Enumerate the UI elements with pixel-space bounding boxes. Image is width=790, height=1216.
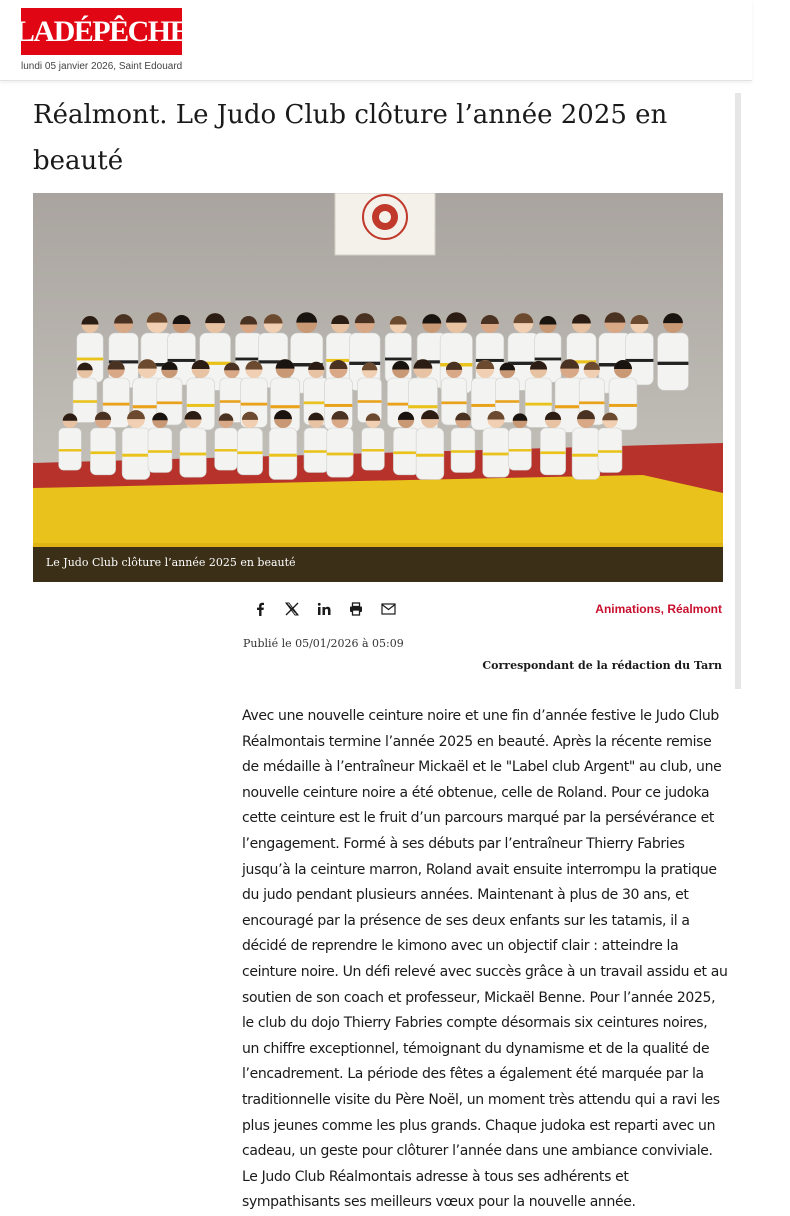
belt	[59, 449, 82, 451]
belt	[187, 404, 215, 407]
belt	[304, 450, 328, 453]
judoka-figure	[73, 378, 97, 422]
tag-separator: ,	[660, 602, 668, 616]
tag-animations[interactable]: Animations	[595, 602, 661, 616]
article-tags	[595, 602, 722, 616]
belt	[237, 451, 262, 454]
belt	[220, 400, 244, 403]
article-author: Correspondant de la rédaction du Tarn	[482, 659, 722, 672]
belt	[540, 451, 565, 454]
belt	[626, 359, 654, 362]
belt	[416, 454, 444, 457]
belt	[215, 449, 238, 451]
belt	[157, 401, 182, 404]
judo-group-photo	[33, 193, 723, 582]
scrollbar[interactable]	[735, 93, 741, 689]
belt	[495, 400, 519, 403]
judoka-figure	[451, 428, 475, 472]
belt	[408, 405, 437, 408]
judoka-figure	[148, 428, 172, 472]
belt	[609, 404, 637, 407]
belt	[572, 454, 600, 457]
site-header	[0, 0, 752, 81]
belt	[324, 404, 352, 407]
belt	[90, 451, 115, 454]
belt	[471, 404, 499, 407]
belt	[358, 400, 382, 403]
belt	[579, 401, 604, 404]
x-icon[interactable]	[276, 598, 308, 620]
photo-caption: Le Judo Club clôture l’année 2025 en beauté	[46, 556, 296, 569]
belt	[241, 403, 268, 406]
article-body: Avec une nouvelle ceinture noire et une fin d’année festive le Judo Club Réalmontais termine l’année 2025 en beauté. Après la récente remise de médaille à l’entraîneur Mickaël et le "Label club Argent" au club, une nouvelle ceinture noire a été obtenue, celle de Roland. Pour ce judoka cette ceinture est le fruit d’un parcours marqué par la persévérance et l’engagement. Formé à ses débuts par l’entraîneur Thierry Fabries jusqu’à la ceinture marron, Roland avait ensuite interrompu la pratique du judo pendant plusieurs années. Maintenant à plus de 30 ans, et encouragé par la présence de ses deux enfants sur les tatamis, il a décidé de reprendre le kimono avec un objectif clair : atteindre la ceinture noire. Un défi relevé avec succès grâce à un travail assidu et au soutien de son coach et professeur, Mickaël Benne. Pour l’année 2025, le club du dojo Thierry Fabries compte désormais six ceintures noires, un chiffre exceptionnel, témoignant du dynamisme et de la qualité de l’encadrement. La période des fêtes a également été marquée par la traditionnelle visite du Père Noël, un moment très attendu qui a ravi les plus jeunes comme les plus grands. Chaque judoka est reparti avec un cadeau, un geste pour clôturer l’année dans une ambiance conviviale. Le Judo Club Réalmontais adresse à tous ses adhérents et sympathisants ses meilleurs vœux pour la nouvelle année.	[242, 708, 728, 1211]
belt	[122, 454, 150, 457]
belt	[393, 451, 418, 454]
belt	[509, 449, 532, 451]
belt	[535, 358, 561, 361]
belt	[103, 403, 130, 406]
belt	[73, 400, 97, 403]
belt	[598, 450, 622, 453]
belt	[269, 454, 297, 457]
share-bar	[244, 598, 404, 620]
belt	[483, 453, 509, 456]
site-logo[interactable]: LADÉPÊCHE	[21, 8, 182, 55]
belt	[77, 358, 103, 361]
article-title: Réalmont. Le Judo Club clôture l’année 2025 en beauté	[33, 100, 668, 176]
belt	[327, 453, 353, 456]
email-icon[interactable]	[372, 598, 404, 620]
belt	[658, 362, 689, 365]
belt	[385, 358, 411, 361]
date-line: lundi 05 janvier 2026, Saint Edouard	[21, 61, 183, 72]
judoka-figure	[598, 428, 622, 472]
published-date: Publié le 05/01/2026 à 05:09	[243, 637, 404, 650]
print-icon[interactable]	[340, 598, 372, 620]
caption-bar	[33, 547, 723, 582]
linkedin-icon[interactable]	[308, 598, 340, 620]
judoka-figure	[304, 428, 328, 472]
facebook-icon[interactable]	[244, 598, 276, 620]
belt	[270, 405, 299, 408]
belt	[148, 450, 172, 453]
belt	[525, 403, 552, 406]
article-photo[interactable]	[33, 193, 723, 582]
belt	[180, 453, 206, 456]
belt	[362, 449, 385, 451]
belt	[168, 359, 196, 362]
belt	[451, 450, 475, 453]
tag-realmont[interactable]: Réalmont	[667, 602, 722, 616]
belt	[441, 401, 466, 404]
belt	[235, 358, 261, 361]
